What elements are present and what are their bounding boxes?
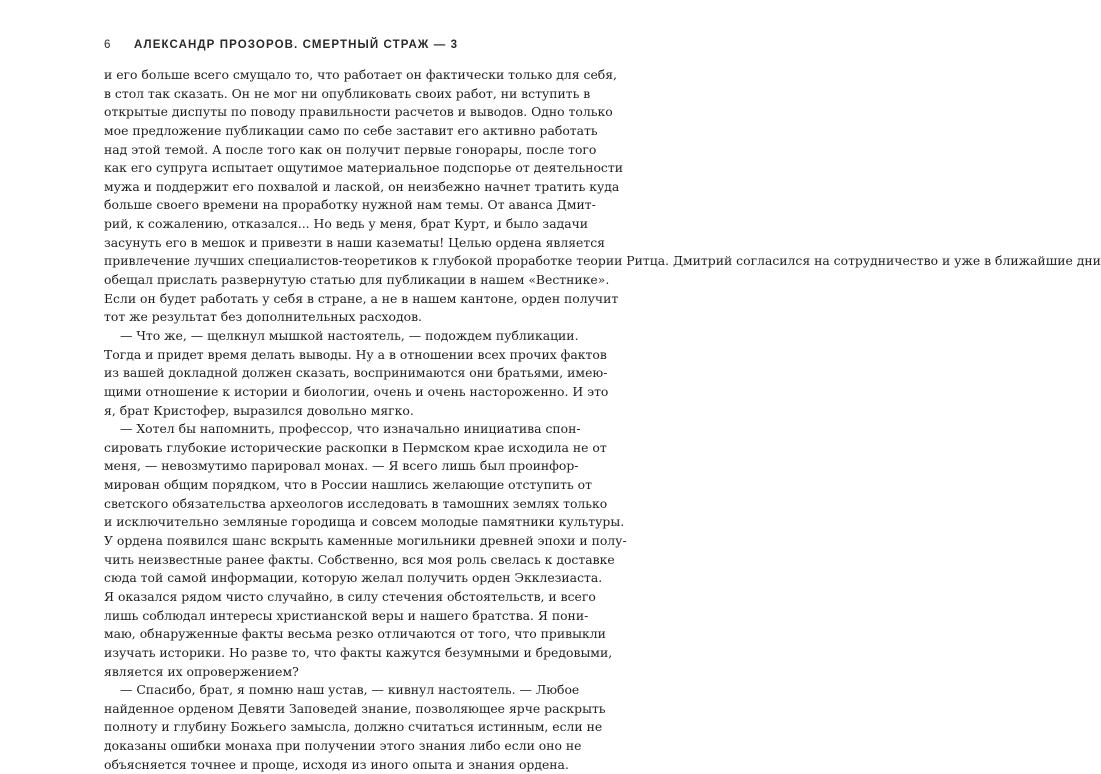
paragraph [104,420,627,681]
text-line: я, брат Кристофер, выразился довольно мягко. [104,402,414,418]
text-line: светского обязательства археологов исследовать в тамошних землях только [104,495,608,511]
running-head [104,39,458,51]
paragraph [104,327,609,420]
book-title: АЛЕКСАНДР ПРОЗОРОВ. СМЕРТНЫЙ СТРАЖ — 3 [134,39,459,51]
text-line: — Что же, — щелкнул мышкой настоятель, — подождем публикации. [120,327,579,343]
text-line: мирован общим порядком, что в России нашлись желающие отступить от [104,477,592,493]
text-line: над этой темой. А после того как он получит первые гонорары, после того [104,141,597,157]
text-line: сировать глубокие исторические раскопки в Пермском крае исходила не от [104,439,607,455]
text-line: Я оказался рядом чисто случайно, в силу стечения обстоятельств, и всего [104,588,596,604]
text-line: щими отношение к истории и биологии, очень и очень настороженно. И это [104,383,609,399]
paragraph [104,66,1101,327]
text-line: Тогда и придет время делать выводы. Ну а в отношении всех прочих фактов [104,346,607,362]
text-line: лишь соблюдал интересы христианской веры и нашего братства. Я пони- [104,607,589,623]
text-line: объясняется точнее и проще, исходя из иного опыта и знания ордена. [104,756,569,772]
text-line: чить неизвестные ранее факты. Собственно, вся моя роль свелась к доставке [104,551,615,567]
text-line: обещал прислать развернутую статью для публикации в нашем «Вестнике». [104,272,610,288]
text-line: как его супруга испытает ощутимое материальное подспорье от деятельности [104,160,623,176]
text-line: изучать историки. Но разве то, что факты кажутся безумными и бредовыми, [104,644,613,660]
body-text [104,66,1101,774]
text-line: — Спасибо, брат, я помню наш устав, — кивнул настоятель. — Любое [120,682,580,698]
text-line: рий, к сожалению, отказался... Но ведь у меня, брат Курт, и было задачи [104,216,589,232]
page-number: 6 [104,39,112,51]
text-line: является их опровержением? [104,663,299,679]
text-line: из вашей докладной должен сказать, воспринимаются они братьями, имею- [104,365,608,381]
text-line: полноту и глубину Божьего замысла, должно считаться истинным, если не [104,719,603,735]
text-line: мое предложение публикации само по себе заставит его активно работать [104,122,598,138]
text-line: и исключительно земляные городища и совсем молодые памятники культуры. [104,514,625,530]
text-line: У ордена появился шанс вскрыть каменные могильники древней эпохи и полу- [104,533,627,549]
text-line: больше своего времени на проработку нужной нам темы. От аванса Дмит- [104,197,596,213]
text-line: мужа и поддержит его похвалой и лаской, он неизбежно начнет тратить куда [104,178,620,194]
text-line: и его больше всего смущало то, что работает он фактически только для себя, [104,67,617,82]
text-line: маю, обнаруженные факты весьма резко отличаются от того, что привыкли [104,626,606,642]
text-line: открытые диспуты по поводу правильности расчетов и выводов. Одно только [104,104,613,120]
text-line: привлечение лучших специалистов-теоретиков к глубокой проработке теории Ритца. Дмитрий согласился на сотрудничество и уже в ближайшие дни [104,253,1101,269]
paragraph [104,681,606,774]
text-line: меня, — невозмутимо парировал монах. — Я всего лишь был проинфор- [104,458,579,474]
text-line: доказаны ошибки монаха при получении этого знания либо если оно не [104,738,582,754]
text-line: — Хотел бы напомнить, профессор, что изначально инициатива спон- [120,421,581,437]
text-line: засунуть его в мешок и привезти в наши казематы! Целью ордена является [104,234,605,250]
text-line: тот же результат без дополнительных расходов. [104,309,422,325]
text-line: сюда той самой информации, которую желал получить орден Экклезиаста. [104,570,603,586]
text-line: найденное орденом Девяти Заповедей знание, позволяющее ярче раскрыть [104,700,606,716]
text-line: Если он будет работать у себя в стране, а не в нашем кантоне, орден получит [104,290,619,306]
text-line: в стол так сказать. Он не мог ни опубликовать своих работ, ни вступить в [104,85,591,101]
